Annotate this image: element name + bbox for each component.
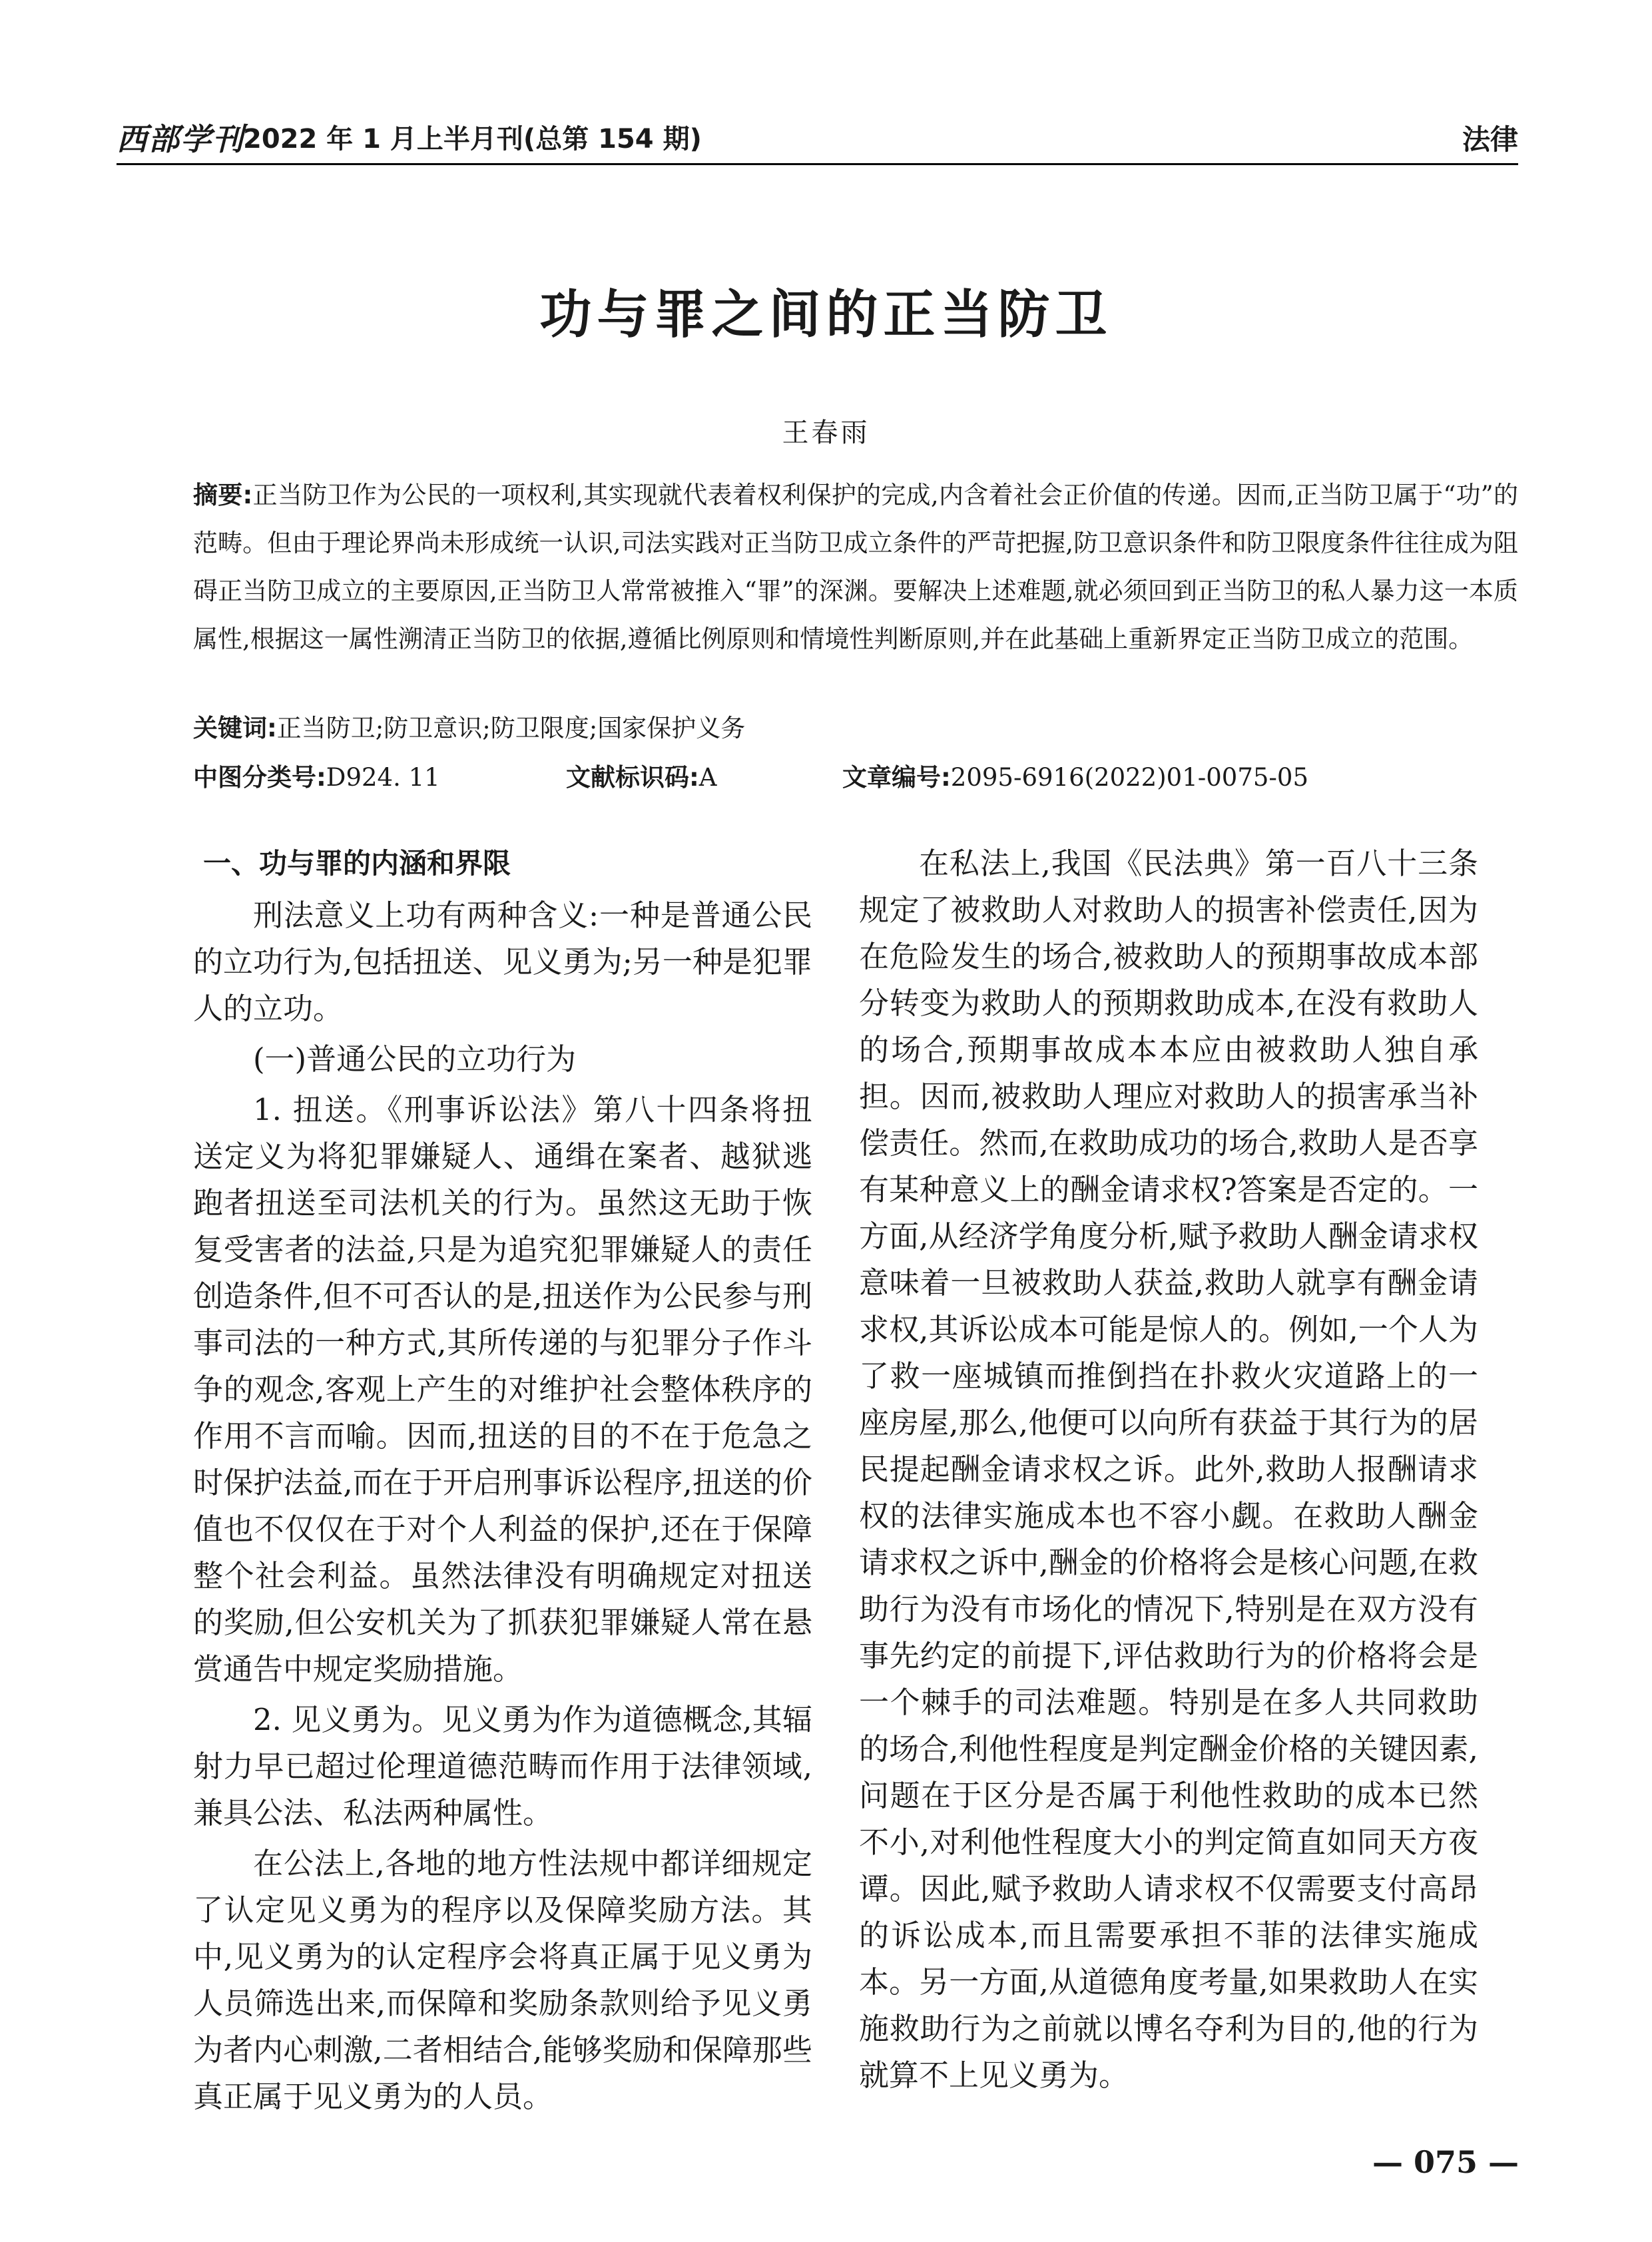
clc-label: 中图分类号: [193, 763, 326, 792]
journal-logo: 西部学刊 [117, 121, 244, 157]
left-column [193, 840, 812, 2120]
paragraph: 刑法意义上功有两种含义:一种是普通公民的立功行为,包括扭送、见义勇为;另一种是犯罪人的立功。 [193, 898, 812, 1026]
paragraph: 在私法上,我国《民法典》第一百八十三条规定了被救助人对救助人的损害补偿责任,因为在危险发生的场合,被救助人的预期事故成本部分转变为救助人的预期救助成本,在没有救助人的场合,预期事故成本本应由被救助人独自承担。因而,被救助人理应对救助人的损害承当补偿责任。然而,在救助成功的场合,救助人是否享有某种意义上的酬金请求权?答案是否定的。一方面,从经济学角度分析,赋予救助人酬金请求权意味着一旦被救助人获益,救助人就享有酬金请求权,其诉讼成本可能是惊人的。例如,一个人为了救一座城镇而推倒挡在扑救火灾道路上的一座房屋,那么,他便可以向所有获益于其行为的居民提起酬金请求权之诉。此外,救助人报酬请求权的法律实施成本也不容小觑。在救助人酬金请求权之诉中,酬金的价格将会是核心问题,在救助行为没有市场化的情况下,特别是在双方没有事先约定的前提下,评估救助行为的价格将会是一个棘手的司法难题。特别是在多人共同救助的场合,利他性程度是判定酬金价格的关键因素,问题在于区分是否属于利他性救助的成本已然不小,对利他性程度大小的判定简直如同天方夜谭。因此,赋予救助人请求权不仅需要支付高昂的诉讼成本,而且需要承担不菲的法律实施成本。另一方面,从道德角度考量,如果救助人在实施救助行为之前就以博名夺利为目的,他的行为就算不上见义勇为。 [859, 846, 1478, 2093]
issue-info: 2022 年 1 月上半月刊(总第 154 期) [243, 124, 702, 154]
abstract-text: 正当防卫作为公民的一项权利,其实现就代表着权利保护的完成,内含着社会正价值的传递。因而,正当防卫属于“功”的范畴。但由于理论界尚未形成统一认识,司法实践对正当防卫成立条件的严苛把握,防卫意识条件和防卫限度条件往往成为阻碍正当防卫成立的主要原因,正当防卫人常常被推入“罪”的深渊。要解决上述难题,就必须回到正当防卫的私人暴力这一本质属性,根据这一属性溯清正当防卫的依据,遵循比例原则和情境性判断原则,并在此基础上重新界定正当防卫成立的范围。 [193, 481, 1518, 653]
clc-number [193, 758, 440, 798]
page-number: — 075 — [1372, 2144, 1519, 2180]
keywords-label: 关键词: [193, 714, 277, 742]
clc-value: D924. 11 [326, 763, 440, 792]
abstract [193, 471, 1518, 663]
right-column [859, 840, 1478, 2099]
paragraph: 在公法上,各地的地方性法规中都详细规定了认定见义勇为的程序以及保障奖励方法。其中,见义勇为的认定程序会将真正属于见义勇为人员筛选出来,而保障和奖励条款则给予见义勇为者内心刺激,二者相结合,能够奖励和保障那些真正属于见义勇为的人员。 [193, 1846, 812, 2114]
doc-code-value: A [698, 763, 717, 792]
section-heading: 一、功与罪的内涵和界限 [203, 847, 511, 880]
keywords-text: 正当防卫;防卫意识;防卫限度;国家保护义务 [276, 714, 746, 742]
article-number-label: 文章编号: [842, 763, 951, 792]
doc-code-label: 文献标识码: [566, 763, 699, 792]
paragraph: 2. 见义勇为。见义勇为作为道德概念,其辐射力早已超过伦理道德范畴而作用于法律领域,兼具公法、私法两种属性。 [193, 1702, 812, 1830]
author-name: 王春雨 [782, 418, 870, 448]
keywords [193, 708, 1518, 748]
article-number-value: 2095-6916(2022)01-0075-05 [950, 763, 1308, 792]
section-label: 法律 [1462, 123, 1518, 156]
subsection-heading: (一)普通公民的立功行为 [253, 1041, 577, 1077]
paragraph: 1. 扭送。《刑事诉讼法》第八十四条将扭送定义为将犯罪嫌疑人、通缉在案者、越狱逃跑者扭送至司法机关的行为。虽然这无助于恢复受害者的法益,只是为追究犯罪嫌疑人的责任创造条件,但不可否认的是,扭送作为公民参与刑事司法的一种方式,其所传递的与犯罪分子作斗争的观念,客观上产生的对维护社会整体秩序的作用不言而喻。因而,扭送的目的不在于危急之时保护法益,而在于开启刑事诉讼程序,扭送的价值也不仅仅在于对个人利益的保护,还在于保障整个社会利益。虽然法律没有明确规定对扭送的奖励,但公安机关为了抓获犯罪嫌疑人常在悬赏通告中规定奖励措施。 [193, 1092, 812, 1687]
article-title: 功与罪之间的正当防卫 [539, 285, 1113, 345]
abstract-label: 摘要: [193, 481, 253, 509]
running-header [117, 110, 1518, 165]
article-number [842, 758, 1308, 798]
document-code [566, 758, 717, 798]
